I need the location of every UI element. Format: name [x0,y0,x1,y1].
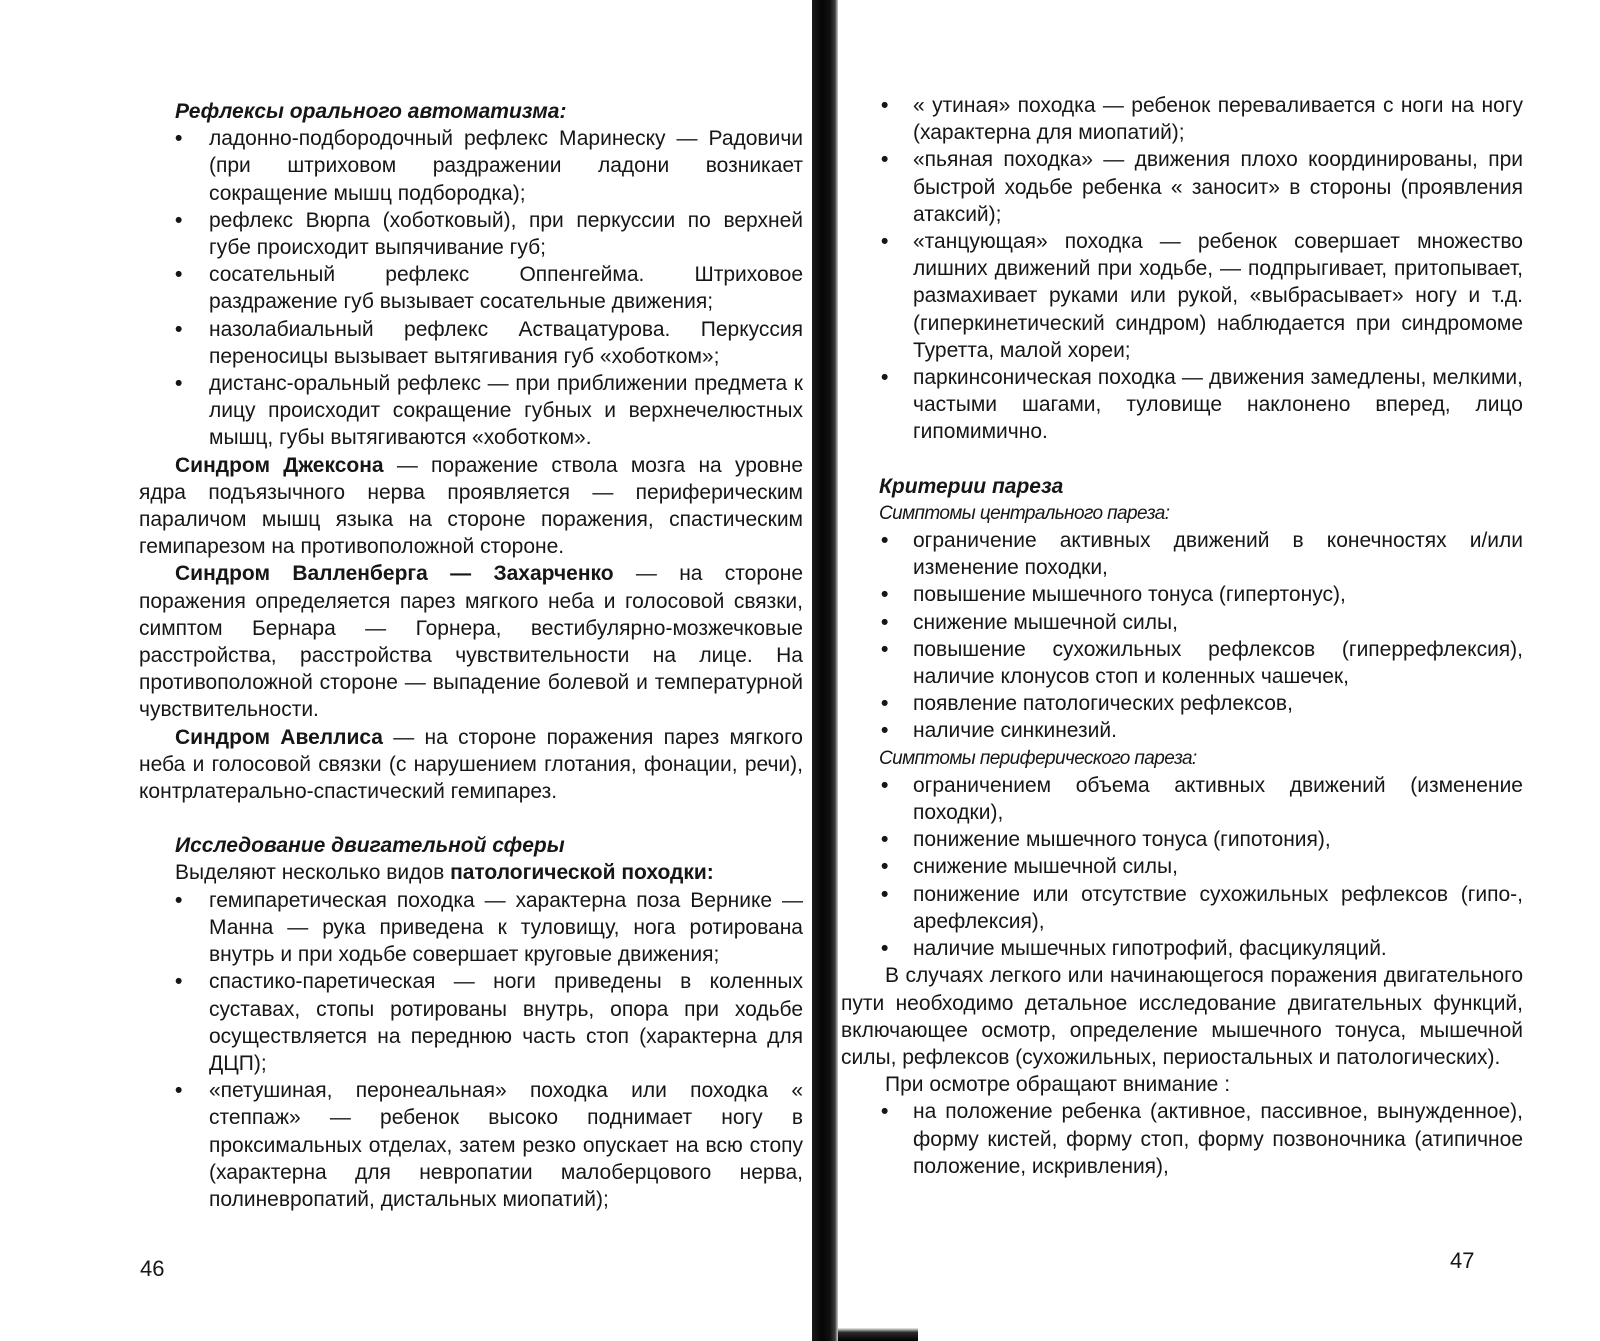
list-item: • снижение мышечной силы, [841,609,1523,636]
section-gap [841,446,1523,473]
exam-list [841,1098,1523,1180]
central-paresis-list [841,527,1523,745]
list-item: • ладонно-подбородочный рефлекс Маринеску — Радовичи (при штриховом раздражении ладони возникает сокращение мышц подбородка); [175,127,803,205]
list-item: • наличие синкинезий. [841,717,1523,744]
list-item: • появление патологических рефлексов, [841,690,1523,717]
list-item: • «танцующая» походка — ребенок совершает множество лишних движений при ходьбе, — подпрыгивает, притопывает, размахивает руками или рукой, «выбрасывает» ногу и т.д. (гиперкинетический синдром) наблюдается при синдромоме Туретта, малой хореи; [881,230,1523,362]
oral-automatism-heading: Рефлексы орального автоматизма: [175,100,567,123]
peripheral-paresis-list [841,772,1523,962]
examination-intro: При осмотре обращают внимание : [885,1073,1231,1097]
list-item: • назолабиальный рефлекс Аствацатурова. Перкуссия переносицы вызывает вытягивания губ «хоботком»; [175,317,803,368]
bullet-icon: • [175,263,183,287]
bullet-icon: • [881,882,889,906]
list-item: • ограничением объема активных движений (изменение походки), [881,773,1523,825]
bullet-icon: • [881,1100,889,1124]
syndrome-name: Синдром Авеллиса [175,725,383,749]
bullet-icon: • [881,610,889,634]
bullet-icon: • [881,583,889,607]
list-item: • повышение сухожильных рефлексов (гиперрефлексия), наличие клонусов стоп и коленных чашечек, [881,637,1523,689]
bullet-icon: • [881,855,889,879]
bullet-icon: • [881,529,889,553]
list-item: • снижение мышечной силы, [841,853,1523,880]
bullet-icon: • [881,94,889,117]
list-item: • дистанс-оральный рефлекс — при приближении предмета к лицу происходит сокращение губных и верхнечелюстных мышц, губы вытягиваются «хоботком». [175,372,803,450]
wallenberg-syndrome-paragraph: Синдром Валленберга — Захарченко — на стороне поражения определяется парез мягкого неба и голосовой связки, симптом Бернара — Горнера, вестибулярно-мозжечковые расстройства, расстройства чувствительности на лице. На противоположной стороне — выпадение болевой и температурной чувствительности. [139,562,803,722]
left-page-text [139,98,803,1213]
bullet-icon: • [881,828,889,852]
bullet-icon: • [175,127,183,151]
bullet-icon: • [175,317,183,341]
right-page [838,0,1600,1341]
syndrome-name: Синдром Валленберга — Захарченко [175,562,614,586]
bullet-icon: • [881,773,889,797]
bullet-icon: • [175,970,183,994]
list-item: • на положение ребенка (активное, пассивное, вынужденное), форму кистей, форму стоп, форму позвоночника (атипичное положение, искривления), [881,1100,1523,1178]
list-item: • рефлекс Вюрпа (хоботковый), при перкуссии по верхней губе происходит выпячивание губ; [175,208,803,260]
list-item: • ограничение активных движений в конечностях и/или изменение походки, [881,529,1523,580]
bullet-icon: • [175,372,183,396]
paresis-criteria-heading: Критерии пареза [879,474,1064,498]
bullet-icon: • [881,692,889,716]
list-item: • «петушиная, перонеальная» походка или походка « степпаж» — ребенок высоко поднимает ногу в проксимальных отделах, затем резко опускает на всю стопу (характерна для невропатии малоберцового нерва, полиневропатий, дистальных миопатий); [175,1079,803,1211]
bullet-icon: • [881,230,889,254]
page-number-right: 47 [1450,1248,1475,1273]
book-spine [812,0,838,1341]
list-item: • паркинсоническая походка — движения замедлены, мелкими, частыми шагами, туловище наклонено вперед, лицо гипомимично. [881,366,1523,444]
gait-list-right [841,92,1523,446]
gait-list-left [139,887,803,1213]
page-number-left: 46 [140,1256,165,1281]
syndrome-name: Синдром Джексона [175,453,384,477]
list-item: • понижение или отсутствие сухожильных рефлексов (гипо-, арефлексия), [881,882,1523,933]
list-item: • гемипаретическая походка — характерна поза Вернике — Манна — рука приведена к туловищу, нога ротирована внутрь и при ходьбе совершает круговые движения; [175,888,803,967]
avellis-syndrome-paragraph: Синдром Авеллиса — на стороне поражения парез мягкого неба и голосовой связки (с нарушением глотания, фонации, речи), контрлатерально-спастический гемипарез. [139,725,803,804]
oral-reflex-list [139,125,803,451]
motor-intro: Выделяют несколько видов патологической походки: [175,861,714,885]
bullet-icon: • [175,888,183,912]
list-item: • «пьяная походка» — движения плохо координированы, при быстрой ходьбе ребенка « заносит» в стороны (проявления атаксий); [881,148,1523,226]
bullet-icon: • [881,637,889,661]
list-item: • спастико-паретическая — ноги приведены в коленных суставах, стопы ротированы внутрь, опора при ходьбе осуществляется на переднюю часть стоп (характерна для ДЦП); [175,970,803,1075]
list-item: • наличие мышечных гипотрофий, фасцикуляций. [841,935,1523,962]
bullet-icon: • [881,148,889,172]
jackson-syndrome-paragraph: Синдром Джексона — поражение ствола мозга на уровне ядра подъязычного нерва проявляется — периферическим параличом мышц языка на стороне поражения, спастическим гемипарезом на противоположной стороне. [139,453,803,559]
bullet-icon: • [881,937,889,961]
section-gap [139,805,803,832]
list-item: • сосательный рефлекс Оппенгейма. Штриховое раздражение губ вызывает сосательные движения; [175,263,803,314]
bullet-icon: • [881,719,889,743]
list-item: • повышение мышечного тонуса (гипертонус), [841,581,1523,608]
peripheral-paresis-heading: Симптомы периферического пареза: [879,747,1197,769]
bullet-icon: • [881,366,889,390]
detailed-exam-paragraph: В случаях легкого или начинающегося поражения двигательного пути необходимо детальное исследование двигательных функций, включающее осмотр, определение мышечного тонуса, мышечной силы, рефлексов (сухожильных, периостальных и патологических). [841,964,1523,1069]
central-paresis-heading: Симптомы центрального пареза: [879,502,1170,524]
list-item: • понижение мышечного тонуса (гипотония), [841,826,1523,853]
right-page-text [841,92,1523,1180]
motor-sphere-heading: Исследование двигательной сферы [175,834,565,858]
bullet-icon: • [175,1079,183,1103]
bullet-icon: • [175,208,183,232]
list-item: • « утиная» походка — ребенок переваливается с ноги на ногу (характерна для миопатий); [881,94,1523,145]
